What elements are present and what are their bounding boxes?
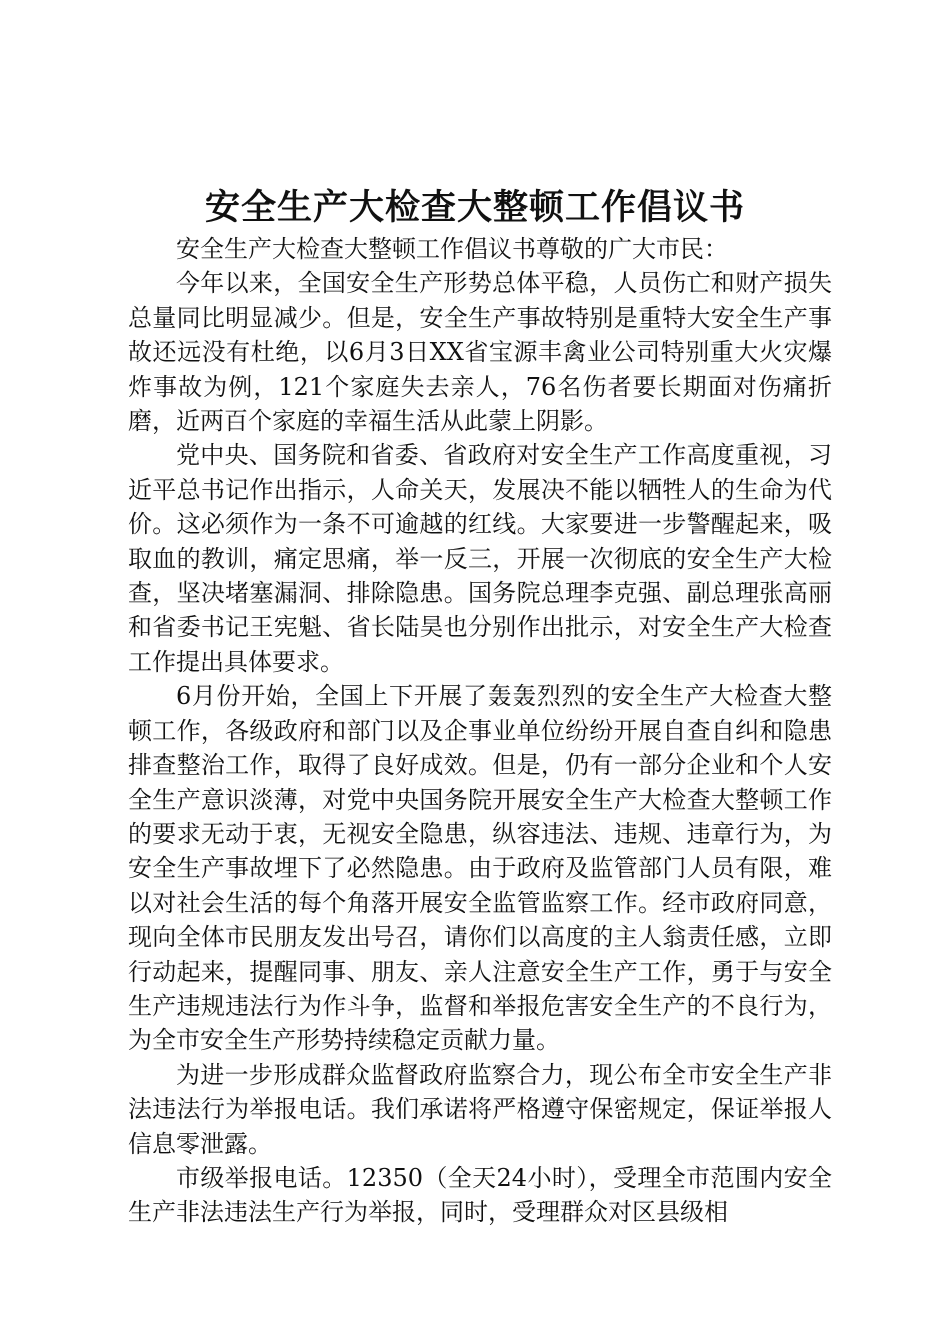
body-paragraph: 为进一步形成群众监督政府监察合力，现公布全市安全生产非法违法行为举报电话。我们承诺将严格遵守保密规定，保证举报人信息零泄露。 [128,1060,832,1158]
document-body [128,232,832,1230]
salutation-paragraph: 安全生产大检查大整顿工作倡议书尊敬的广大市民： [176,235,728,263]
body-paragraph: 市级举报电话。12350（全天24小时），受理全市范围内安全生产非法违法生产行为举报，同时，受理群众对区县级相 [128,1163,832,1227]
document-title: 安全生产大检查大整顿工作倡议书 [204,187,745,228]
body-paragraph: 6月份开始，全国上下开展了轰轰烈烈的安全生产大检查大整顿工作，各级政府和部门以及企事业单位纷纷开展自查自纠和隐患排查整治工作，取得了良好成效。但是，仍有一部分企业和个人安全生产意识淡薄，对党中央国务院开展安全生产大检查大整顿工作的要求无动于衷，无视安全隐患，纵容违法、违规、违章行为，为安全生产事故埋下了必然隐患。由于政府及监管部门人员有限，难以对社会生活的每个角落开展安全监管监察工作。经市政府同意，现向全体市民朋友发出号召，请你们以高度的主人翁责任感，立即行动起来，提醒同事、朋友、亲人注意安全生产工作，勇于与安全生产违规违法行为作斗争，监督和举报危害安全生产的不良行为，为全市安全生产形势持续稳定贡献力量。 [128,682,832,1055]
body-paragraph: 党中央、国务院和省委、省政府对安全生产工作高度重视，习近平总书记作出指示，人命关天，发展决不能以牺牲人的生命为代价。这必须作为一条不可逾越的红线。大家要进一步警醒起来，吸取血的教训，痛定思痛，举一反三，开展一次彻底的安全生产大检查，坚决堵塞漏洞、排除隐患。国务院总理李克强、副总理张高丽和省委书记王宪魁、省长陆昊也分别作出批示，对安全生产大检查工作提出具体要求。 [128,441,832,676]
body-paragraph: 今年以来，全国安全生产形势总体平稳，人员伤亡和财产损失总量同比明显减少。但是，安全生产事故特别是重特大安全生产事故还远没有杜绝，以6月3日XX省宝源丰禽业公司特别重大火灾爆炸事故为例，121个家庭失去亲人，76名伤者要长期面对伤痛折磨，近两百个家庭的幸福生活从此蒙上阴影。 [128,269,832,436]
